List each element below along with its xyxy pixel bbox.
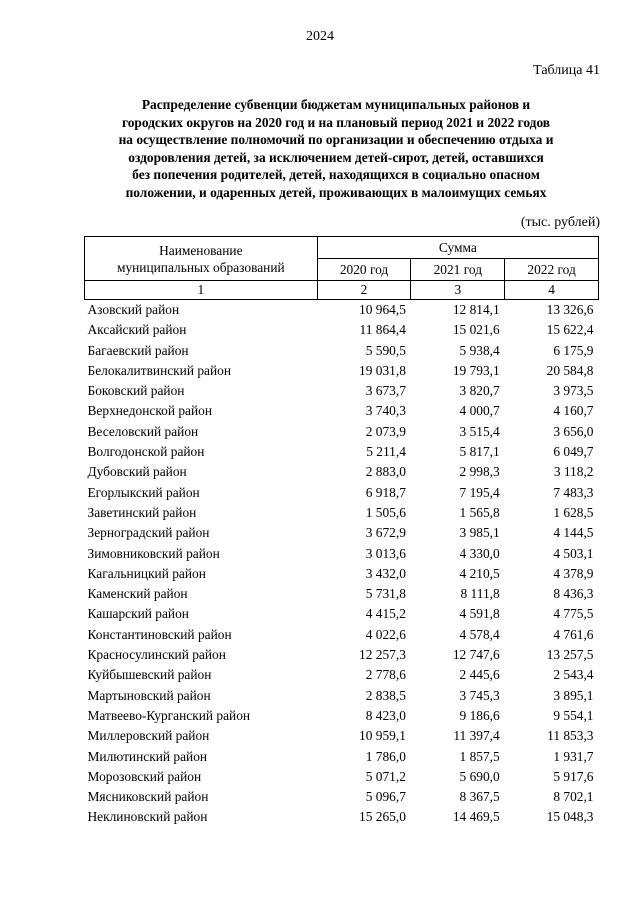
- municipality-name-cell: Константиновский район: [87, 626, 232, 642]
- value-2021-cell: 3 985,1: [459, 525, 500, 541]
- value-2021-cell: 12 747,6: [452, 647, 500, 663]
- value-2020-cell: 3 740,3: [365, 403, 406, 419]
- value-2021-cell: 15 021,6: [452, 322, 500, 338]
- value-2020-cell: 10 959,1: [359, 728, 406, 744]
- table-row: [85, 320, 599, 340]
- value-2020-cell: 19 031,8: [359, 362, 406, 378]
- table-row: [85, 544, 599, 564]
- value-2021-cell: 4 578,4: [459, 626, 500, 642]
- value-2020-cell: 1 786,0: [365, 748, 406, 764]
- value-2022-cell: 4 144,5: [553, 525, 594, 541]
- municipality-name-cell: Куйбышевский район: [87, 667, 212, 683]
- table-row: [85, 604, 599, 624]
- table-row: [85, 686, 599, 706]
- value-2020-cell: 5 731,8: [365, 586, 406, 602]
- municipality-name-cell: Морозовский район: [87, 768, 202, 784]
- value-2021-cell: 12 814,1: [452, 302, 500, 317]
- municipality-name-cell: Неклиновский район: [87, 809, 208, 825]
- value-2020-cell: 2 838,5: [365, 687, 406, 703]
- value-2022-cell: 6 049,7: [553, 444, 594, 460]
- municipality-name-cell: Милютинский район: [87, 748, 208, 764]
- municipality-name-cell: Красносулинский район: [87, 647, 226, 663]
- municipality-name-cell: Матвеево-Курганский район: [87, 707, 251, 723]
- municipality-name-cell: Мясниковский район: [87, 789, 209, 805]
- value-2022-cell: 15 048,3: [546, 809, 594, 825]
- value-2020-cell: 3 672,9: [365, 525, 406, 541]
- municipality-name-cell: Верхнедонской район: [87, 403, 213, 419]
- municipality-name-cell: Заветинский район: [87, 504, 197, 520]
- table-row: [85, 625, 599, 645]
- value-2020-cell: 2 778,6: [365, 667, 406, 683]
- value-2020-cell: 3 432,0: [365, 565, 406, 581]
- value-2020-cell: 5 211,4: [366, 444, 406, 460]
- value-2020-cell: 5 071,2: [365, 768, 406, 784]
- municipality-name-cell: Боковский район: [87, 383, 185, 399]
- table-row: [85, 422, 599, 442]
- municipality-name-cell: Каменский район: [87, 586, 188, 602]
- value-2022-cell: 8 436,3: [553, 586, 594, 602]
- value-2022-cell: 9 554,1: [553, 707, 594, 723]
- value-2022-cell: 4 761,6: [553, 626, 594, 642]
- header-year-2020: 2020 год: [317, 259, 411, 281]
- table-header: [85, 237, 599, 300]
- value-2020-cell: 5 590,5: [365, 342, 406, 358]
- value-2021-cell: 4 330,0: [459, 545, 500, 561]
- value-2022-cell: 1 628,5: [553, 504, 594, 520]
- municipality-name-cell: Азовский район: [87, 302, 180, 317]
- column-number: 1: [85, 281, 318, 300]
- municipality-name-cell: Багаевский район: [87, 342, 189, 358]
- column-number: 3: [411, 281, 505, 300]
- value-2021-cell: 1 565,8: [459, 504, 500, 520]
- table-row: [85, 767, 599, 787]
- title-line: без попечения родителей, детей, находящихся в социально опасном: [132, 167, 540, 182]
- value-2020-cell: 5 096,7: [365, 789, 406, 805]
- title-line: оздоровления детей, за исключением детей-сирот, детей, оставшихся: [128, 149, 544, 165]
- value-2021-cell: 4 000,7: [459, 403, 500, 419]
- title-line: Распределение субвенции бюджетам муниципальных районов и: [141, 97, 531, 112]
- value-2022-cell: 3 118,2: [553, 464, 594, 480]
- value-2022-cell: 13 326,6: [546, 302, 594, 317]
- table-body: [85, 300, 599, 828]
- value-2022-cell: 4 503,1: [553, 545, 594, 561]
- value-2022-cell: 4 378,9: [553, 565, 594, 581]
- value-2021-cell: 4 210,5: [459, 565, 500, 581]
- header-name-column: [85, 237, 318, 281]
- document-title: [90, 96, 582, 201]
- municipality-name-cell: Белокалитвинский район: [87, 362, 232, 378]
- value-2021-cell: 2 445,6: [459, 667, 500, 683]
- value-2022-cell: 1 931,7: [553, 748, 594, 764]
- column-number: 4: [505, 281, 599, 300]
- value-2021-cell: 8 111,8: [460, 586, 500, 602]
- value-2022-cell: 13 257,5: [546, 647, 594, 663]
- value-2021-cell: 3 820,7: [459, 383, 500, 399]
- units-label: (тыс. рублей): [520, 215, 600, 230]
- value-2021-cell: 11 397,4: [453, 728, 500, 744]
- title-line: на осуществление полномочий по организации и обеспечению отдыха и: [118, 132, 554, 147]
- table-row: [85, 361, 599, 381]
- table-row: [85, 523, 599, 543]
- value-2021-cell: 1 857,5: [459, 748, 500, 764]
- value-2021-cell: 2 998,3: [459, 464, 500, 480]
- value-2022-cell: 7 483,3: [553, 484, 594, 500]
- value-2020-cell: 15 265,0: [359, 809, 406, 825]
- municipality-name-cell: Волгодонской район: [87, 444, 205, 460]
- table-row: [85, 787, 599, 807]
- table-row: [85, 503, 599, 523]
- column-number: 2: [317, 281, 411, 300]
- value-2021-cell: 5 690,0: [459, 768, 500, 784]
- value-2022-cell: 3 656,0: [553, 423, 594, 439]
- table-row: [85, 300, 599, 321]
- value-2020-cell: 12 257,3: [359, 647, 406, 663]
- value-2022-cell: 15 622,4: [546, 322, 594, 338]
- value-2022-cell: 6 175,9: [553, 342, 594, 358]
- value-2021-cell: 4 591,8: [459, 606, 500, 622]
- table-row: [85, 483, 599, 503]
- value-2021-cell: 9 186,6: [459, 707, 500, 723]
- municipality-name-cell: Зимовниковский район: [87, 545, 220, 561]
- municipality-name-cell: Веселовский район: [87, 423, 199, 439]
- header-name-line1: Наименование: [159, 242, 243, 258]
- value-2020-cell: 8 423,0: [365, 707, 406, 723]
- table-row: [85, 706, 599, 726]
- table-row: [85, 645, 599, 665]
- value-2022-cell: 3 895,1: [553, 687, 594, 703]
- value-2021-cell: 14 469,5: [452, 809, 500, 825]
- value-2021-cell: 7 195,4: [459, 484, 500, 500]
- header-sum: Сумма: [317, 237, 598, 259]
- value-2021-cell: 3 745,3: [459, 687, 500, 703]
- municipality-name-cell: Кашарский район: [87, 606, 189, 622]
- value-2021-cell: 5 938,4: [459, 342, 500, 358]
- value-2020-cell: 11 864,4: [359, 322, 406, 338]
- value-2022-cell: 2 543,4: [553, 667, 594, 683]
- value-2022-cell: 20 584,8: [546, 362, 594, 378]
- table-row: [85, 341, 599, 361]
- value-2020-cell: 10 964,5: [359, 302, 406, 317]
- header-name-line2: муниципальных образований: [116, 259, 285, 275]
- value-2021-cell: 3 515,4: [459, 423, 500, 439]
- subvention-table: [84, 236, 599, 828]
- table-row: [85, 381, 599, 401]
- value-2020-cell: 2 883,0: [365, 464, 406, 480]
- municipality-name-cell: Миллеровский район: [87, 728, 210, 744]
- header-year-2021: 2021 год: [411, 259, 505, 281]
- value-2021-cell: 8 367,5: [459, 789, 500, 805]
- table-row: [85, 442, 599, 462]
- municipality-name-cell: Егорлыкский район: [87, 484, 200, 500]
- value-2022-cell: 5 917,6: [553, 768, 594, 784]
- table-row: [85, 462, 599, 482]
- title-line: положении, и одаренных детей, проживающих в малоимущих семьях: [125, 184, 547, 200]
- table-label: Таблица 41: [533, 63, 600, 78]
- value-2022-cell: 4 775,5: [553, 606, 594, 622]
- value-2020-cell: 3 013,6: [365, 545, 406, 561]
- title-line: городских округов на 2020 год и на плановый период 2021 и 2022 годов: [121, 114, 551, 130]
- page-number: 2024: [306, 29, 334, 44]
- value-2020-cell: 1 505,6: [365, 504, 406, 520]
- table-row: [85, 747, 599, 767]
- table-row: [85, 665, 599, 685]
- value-2021-cell: 5 817,1: [459, 444, 500, 460]
- value-2020-cell: 2 073,9: [365, 423, 406, 439]
- table-row: [85, 401, 599, 421]
- value-2020-cell: 4 022,6: [365, 626, 406, 642]
- header-year-2022: 2022 год: [505, 259, 599, 281]
- table-row: [85, 807, 599, 827]
- value-2022-cell: 11 853,3: [547, 728, 594, 744]
- municipality-name-cell: Мартыновский район: [87, 687, 211, 703]
- value-2020-cell: 6 918,7: [365, 484, 406, 500]
- municipality-name-cell: Зерноградский район: [87, 525, 210, 541]
- value-2022-cell: 4 160,7: [553, 403, 594, 419]
- value-2022-cell: 8 702,1: [553, 789, 594, 805]
- value-2022-cell: 3 973,5: [553, 383, 594, 399]
- municipality-name-cell: Кагальницкий район: [87, 565, 206, 581]
- table-row: [85, 584, 599, 604]
- value-2020-cell: 3 673,7: [365, 383, 406, 399]
- table-row: [85, 564, 599, 584]
- municipality-name-cell: Аксайский район: [87, 322, 187, 338]
- value-2020-cell: 4 415,2: [365, 606, 406, 622]
- table-row: [85, 726, 599, 746]
- value-2021-cell: 19 793,1: [452, 362, 500, 378]
- municipality-name-cell: Дубовский район: [87, 464, 187, 480]
